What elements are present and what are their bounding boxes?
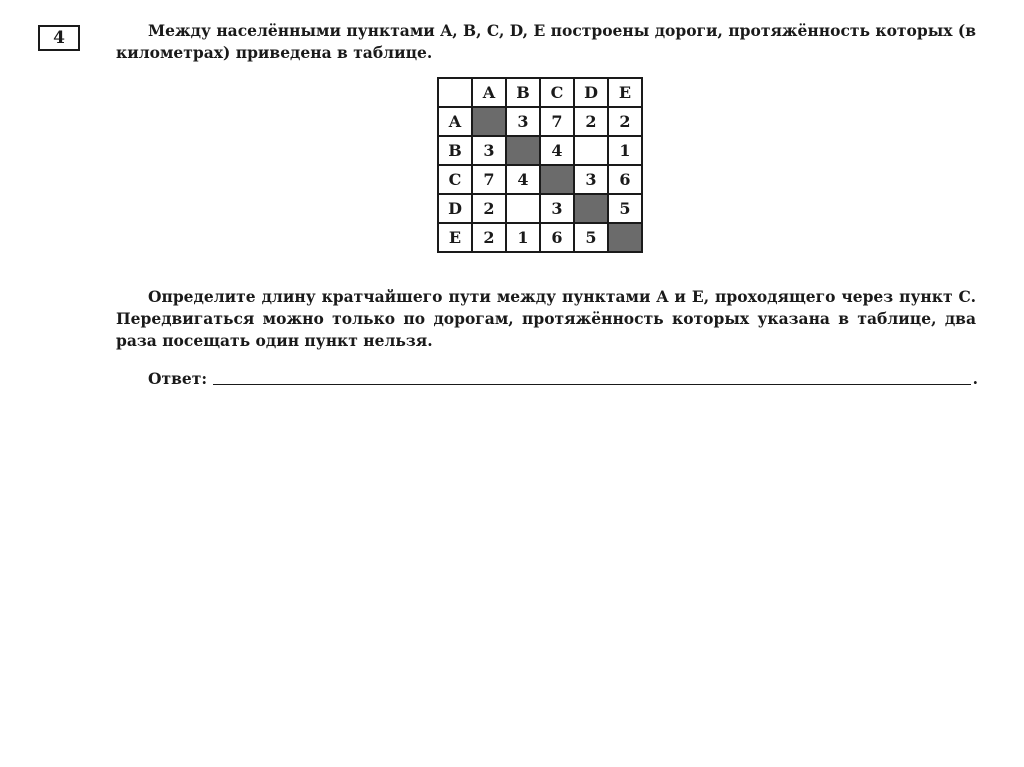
table-cell: 5 [608,194,642,223]
table-cell: 7 [472,165,506,194]
diagonal-cell [540,165,574,194]
table-cell: 3 [540,194,574,223]
table-cell: 2 [472,223,506,252]
intro-paragraph [116,20,976,64]
intro-text: Между населёнными пунктами A, B, C, D, E построены дороги, протяжённость которых (в километрах) приведена в таблице. [116,21,976,62]
column-header: C [540,78,574,107]
task-number: 4 [53,28,65,48]
column-header: A [472,78,506,107]
table-cell: 3 [472,136,506,165]
row-header: D [438,194,472,223]
table-cell: 2 [608,107,642,136]
row-header: E [438,223,472,252]
column-header: D [574,78,608,107]
table-row [438,165,642,194]
table-cell: 6 [608,165,642,194]
table-cell: 2 [472,194,506,223]
table-cell [574,136,608,165]
task-number-box [38,25,80,51]
answer-label: Ответ: [148,369,208,388]
table-header-row [438,78,642,107]
table-row [438,223,642,252]
table-cell: 2 [574,107,608,136]
table-row [438,194,642,223]
table-cell: 5 [574,223,608,252]
answer-end-period: . [972,369,978,388]
table-cell: 4 [506,165,540,194]
diagonal-cell [472,107,506,136]
table-row [438,136,642,165]
table-cell: 3 [574,165,608,194]
answer-blank[interactable] [213,368,971,385]
table-cell: 1 [506,223,540,252]
table-cell: 3 [506,107,540,136]
table-cell: 6 [540,223,574,252]
question-paragraph [116,286,976,352]
table-row [438,107,642,136]
table-cell: 4 [540,136,574,165]
row-header: C [438,165,472,194]
table-cell: 1 [608,136,642,165]
diagonal-cell [506,136,540,165]
column-header: B [506,78,540,107]
diagonal-cell [608,223,642,252]
distance-table [437,77,643,253]
table-corner-cell [438,78,472,107]
table-cell: 7 [540,107,574,136]
row-header: B [438,136,472,165]
answer-line [148,366,978,388]
question-text: Определите длину кратчайшего пути между пунктами A и E, проходящего через пункт C. Передвигаться можно только по дорогам, протяжённость которых указана в таблице, два раза посещать один пункт нельзя. [116,287,976,350]
diagonal-cell [574,194,608,223]
row-header: A [438,107,472,136]
table-cell [506,194,540,223]
column-header: E [608,78,642,107]
